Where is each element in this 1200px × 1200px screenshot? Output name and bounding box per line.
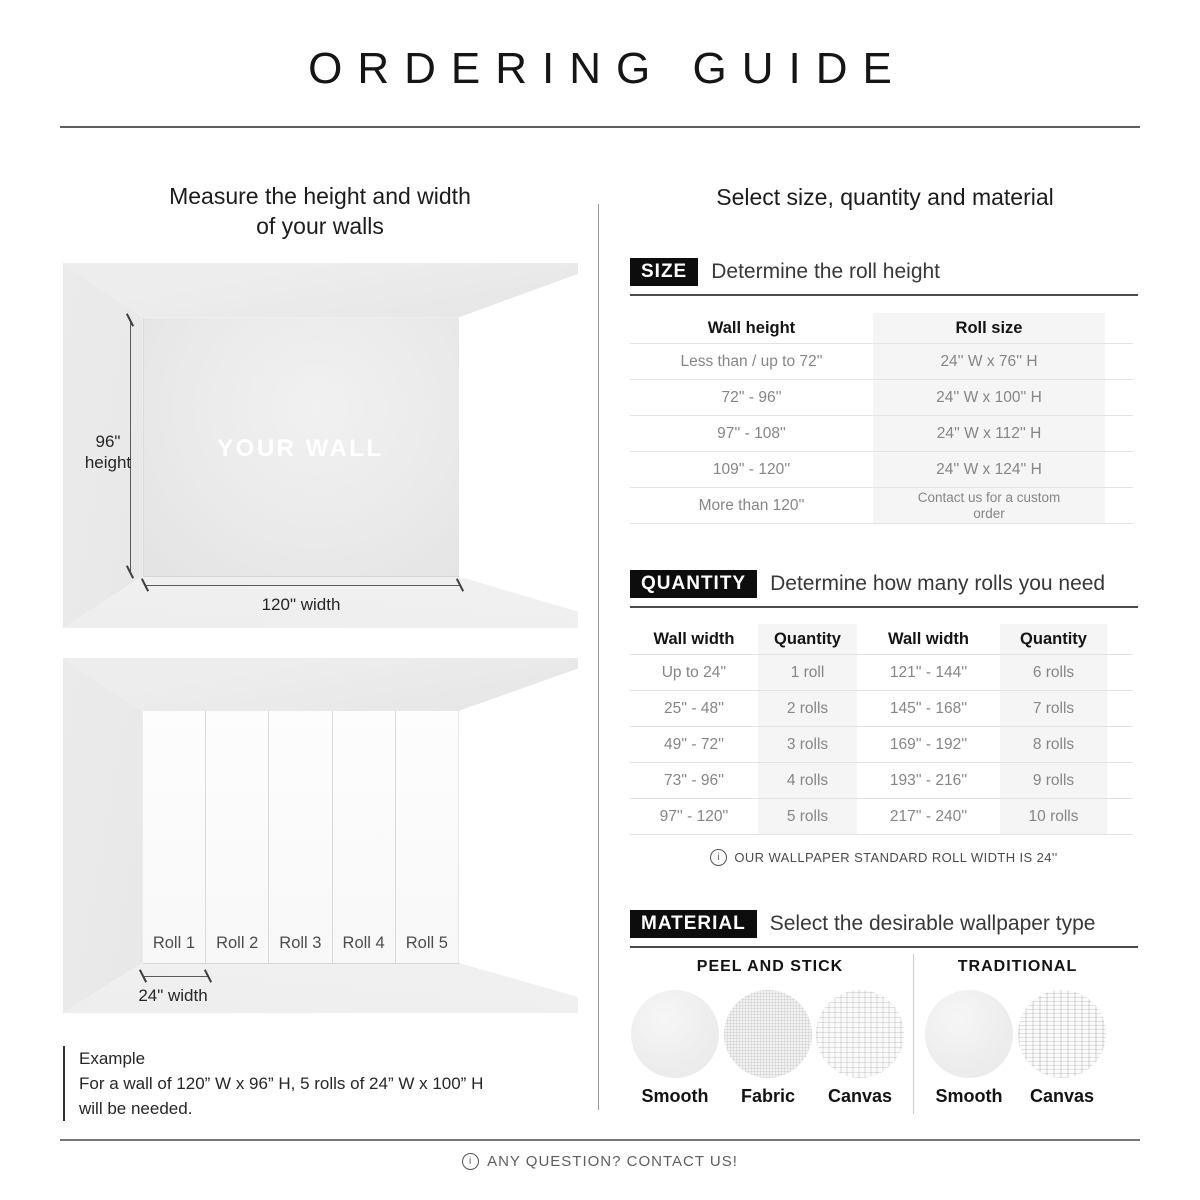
size-badge: SIZE: [630, 258, 698, 286]
material-label: Canvas: [827, 1086, 893, 1106]
material-section-header: [630, 910, 1138, 948]
your-wall-label: YOUR WALL: [217, 435, 384, 462]
size-table-row: 72'' - 96'' 24'' W x 100'' H: [630, 380, 1133, 416]
material-label: Canvas: [1029, 1086, 1095, 1106]
quantity-table-header: [630, 624, 1133, 655]
roll-panel: Roll 4: [333, 711, 396, 962]
size-table-row: More than 120'' Contact us for a custom order: [630, 488, 1133, 524]
roll-panel: Roll 2: [206, 711, 269, 962]
info-icon: i: [710, 849, 727, 866]
right-column-heading: Select size, quantity and material: [716, 184, 1054, 210]
size-col-wall-height: Wall height: [707, 318, 796, 337]
roll-width-dimension-line: [143, 976, 208, 977]
example-block: [63, 1046, 483, 1121]
size-col-roll-size: Roll size: [873, 313, 1105, 343]
width-dimension-label: 120" width: [261, 595, 341, 614]
quantity-table-row: 73'' - 96'' 4 rolls 193'' - 216'' 9 rolls: [630, 763, 1133, 799]
size-table-row: 97'' - 108'' 24'' W x 112'' H: [630, 416, 1133, 452]
left-heading-line2: of your walls: [256, 213, 384, 239]
roll-panel: Roll 3: [269, 711, 332, 962]
roll-panel: Roll 1: [143, 711, 206, 962]
material-label: Fabric: [740, 1086, 796, 1106]
footer-note: [0, 1153, 1200, 1170]
page-title: ORDERING GUIDE: [308, 44, 907, 93]
swatch-canvas-traditional: [1018, 990, 1106, 1078]
title-divider: [60, 126, 1140, 128]
size-table: [630, 313, 1133, 524]
quantity-col-wall-width-2: Wall width: [888, 629, 969, 648]
roll-width-note: [630, 849, 1138, 866]
width-dimension-line: [145, 585, 460, 586]
swatch-fabric-peel-and-stick: [724, 990, 812, 1078]
quantity-section-header: [630, 570, 1138, 608]
footer-divider: [60, 1139, 1140, 1141]
roll-width-note-text: OUR WALLPAPER STANDARD ROLL WIDTH IS 24'': [734, 850, 1058, 865]
roll-width-dimension-label: 24" width: [138, 986, 208, 1005]
swatch-canvas-peel-and-stick: [816, 990, 904, 1078]
quantity-col-wall-width-1: Wall width: [653, 629, 735, 648]
quantity-badge: QUANTITY: [630, 570, 757, 598]
footer-note-text: ANY QUESTION? CONTACT US!: [487, 1153, 738, 1170]
quantity-table-row: 25'' - 48'' 2 rolls 145'' - 168'' 7 rolls: [630, 691, 1133, 727]
size-table-row: Less than / up to 72'' 24'' W x 76'' H: [630, 344, 1133, 380]
material-label: Smooth: [641, 1086, 709, 1106]
left-heading-line1: Measure the height and width: [169, 183, 471, 209]
material-options: [630, 952, 1140, 1127]
swatch-smooth-traditional: [925, 990, 1013, 1078]
info-icon: i: [462, 1153, 479, 1170]
room-illustration-rolls: [63, 658, 578, 1013]
height-dimension-label: 96" height: [84, 432, 132, 472]
left-column-heading: [60, 181, 580, 241]
roll-panel: Roll 5: [396, 711, 458, 962]
quantity-table-row: 97'' - 120'' 5 rolls 217'' - 240'' 10 rolls: [630, 799, 1133, 835]
quantity-table: [630, 624, 1133, 835]
material-subtitle: Select the desirable wallpaper type: [769, 912, 1096, 935]
traditional-title: TRADITIONAL: [957, 958, 1078, 975]
room-illustration-your-wall: [63, 263, 578, 628]
example-title: Example: [79, 1049, 146, 1068]
quantity-table-row: Up to 24'' 1 roll 121'' - 144'' 6 rolls: [630, 655, 1133, 691]
material-label: Smooth: [935, 1086, 1003, 1106]
material-badge: MATERIAL: [630, 910, 757, 938]
example-line1: For a wall of 120” W x 96” H, 5 rolls of 24” W x 100” H: [79, 1074, 484, 1093]
swatch-smooth-peel-and-stick: [631, 990, 719, 1078]
material-group-divider: [913, 954, 914, 1114]
example-line2: will be needed.: [79, 1099, 193, 1118]
peel-and-stick-title: PEEL AND STICK: [696, 958, 844, 975]
size-subtitle: Determine the roll height: [711, 260, 941, 283]
quantity-col-quantity-2: Quantity: [1000, 624, 1107, 654]
column-divider: [598, 204, 599, 1110]
size-table-row: 109'' - 120'' 24'' W x 124'' H: [630, 452, 1133, 488]
wallpaper-roll-panels: [143, 711, 458, 962]
quantity-table-row: 49'' - 72'' 3 rolls 169'' - 192'' 8 rolls: [630, 727, 1133, 763]
size-table-header: [630, 313, 1133, 344]
quantity-col-quantity-1: Quantity: [758, 624, 857, 654]
quantity-subtitle: Determine how many rolls you need: [770, 572, 1106, 595]
size-section-header: [630, 258, 1138, 296]
